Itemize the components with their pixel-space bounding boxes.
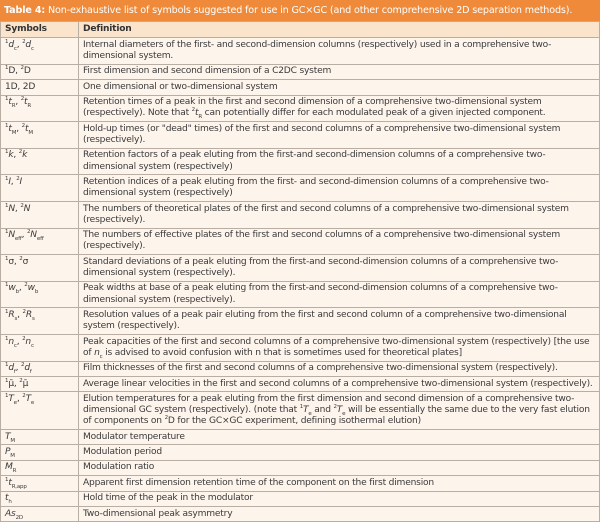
text-segment: ,	[15, 97, 21, 108]
symbol-cell	[1, 122, 79, 149]
definition-cell	[79, 334, 600, 361]
subscript: M	[11, 129, 17, 136]
definition-cell	[79, 255, 600, 282]
subscript: e	[342, 410, 346, 417]
text-segment: Apparent first dimension retention time of the component on the first dimension	[83, 477, 434, 488]
superscript: 1	[5, 65, 9, 72]
text-segment: ,	[16, 393, 23, 404]
symbol-base: n	[25, 336, 31, 347]
text-segment: First dimension and second dimension of a C2DC system	[83, 66, 332, 77]
text-segment: and	[311, 405, 334, 416]
math-symbol	[5, 447, 15, 457]
math-symbol	[20, 204, 30, 214]
text-segment: Hold-up times (or "dead" times) of the first and second columns of a comprehensive two-dimensional system (respectively).	[83, 123, 561, 145]
math-symbol	[5, 493, 12, 506]
text-segment: ,	[17, 309, 23, 320]
symbol-base: w	[27, 283, 35, 294]
table-header-row	[1, 22, 600, 38]
superscript: 1	[5, 377, 9, 384]
superscript: 1	[5, 335, 9, 342]
table-row	[1, 460, 600, 475]
definition-cell	[79, 308, 600, 335]
symbol-cell	[1, 460, 79, 475]
definition-cell	[79, 476, 600, 491]
text-segment: Standard deviations of a peak eluting from the first-and second-dimension columns of a comprehensive two-dimensional system (respectively).	[83, 256, 559, 278]
text-segment: Retention indices of a peak eluting from the first- and second-dimension columns of a comprehensive two-dimensional system (respectively)	[83, 176, 549, 199]
symbol-cell	[1, 64, 79, 79]
symbol-cell	[1, 361, 79, 376]
symbol-cell	[1, 392, 79, 430]
symbols-table	[0, 21, 600, 522]
superscript: 2	[21, 362, 25, 369]
math-symbol	[22, 40, 34, 50]
symbol-base: N	[8, 203, 15, 214]
superscript: 1	[5, 308, 9, 315]
math-symbol	[19, 257, 28, 267]
subscript: e	[13, 399, 17, 406]
symbol-base: σ	[22, 256, 29, 267]
math-symbol	[5, 363, 16, 373]
math-symbol	[22, 394, 34, 404]
superscript: 1	[5, 392, 9, 399]
symbol-base: R	[8, 309, 15, 320]
definition-cell	[79, 148, 600, 175]
text-segment: ,	[15, 363, 22, 374]
superscript: 2	[16, 175, 20, 182]
math-symbol	[21, 97, 31, 107]
math-symbol	[165, 416, 175, 426]
text-segment: Film thicknesses of the first and second columns of a comprehensive two-dimensional system (respectively).	[83, 363, 558, 374]
definition-cell	[79, 460, 600, 475]
subscript: f	[13, 368, 16, 375]
symbol-cell	[1, 175, 79, 202]
subscript: b	[34, 289, 39, 296]
text-segment: Resolution values of a peak pair eluting from the first and second column of a comprehensive two-dimensional system (respectively).	[83, 309, 567, 332]
subscript: R	[198, 114, 202, 121]
math-symbol	[5, 282, 19, 296]
math-symbol	[23, 310, 35, 320]
text-segment: 1D, 2D	[5, 81, 36, 92]
text-segment: Hold time of the peak in the modulator	[83, 493, 253, 504]
header-definition: Definition	[79, 22, 600, 38]
table-row	[1, 507, 600, 522]
symbol-cell	[1, 334, 79, 361]
table-row	[1, 175, 600, 202]
table-row	[1, 201, 600, 228]
subscript: s	[14, 315, 18, 322]
symbol-base: μ̄	[22, 378, 29, 389]
symbol-base: T	[25, 393, 31, 404]
definition-cell	[79, 175, 600, 202]
symbol-base: d	[24, 363, 30, 374]
symbol-cell	[1, 95, 79, 122]
table-caption-text: Non-exhaustive list of symbols suggested for use in GC×GC (and other comprehensive 2D separation methods).	[45, 5, 573, 16]
symbol-cell	[1, 491, 79, 506]
symbol-base: t	[24, 123, 29, 134]
definition-cell	[79, 361, 600, 376]
symbol-cell	[1, 430, 79, 445]
symbol-base: T	[336, 405, 343, 416]
symbol-base: As	[5, 508, 16, 519]
symbol-base: t	[5, 493, 9, 504]
table-row	[1, 445, 600, 460]
symbol-base: T	[8, 393, 14, 404]
math-symbol	[5, 478, 27, 488]
symbol-cell	[1, 228, 79, 255]
math-symbol	[191, 107, 202, 121]
superscript: 1	[299, 404, 304, 411]
subscript: R	[11, 102, 16, 109]
symbol-base: D	[23, 66, 31, 77]
table-number: Table 4:	[4, 5, 46, 16]
symbol-base: I	[8, 176, 11, 187]
text-segment: Peak capacities of the first and second columns of a comprehensive two-dimensional system (respectively) [the use of	[83, 336, 590, 358]
symbol-base: N	[8, 230, 15, 241]
superscript: 1	[5, 149, 9, 156]
subscript: e	[308, 410, 312, 417]
subscript: 2D	[15, 514, 23, 521]
symbol-cell	[1, 476, 79, 491]
definition-cell	[79, 228, 600, 255]
definition-cell	[79, 392, 600, 430]
symbol-base: T	[5, 431, 11, 442]
text-segment: ,	[21, 230, 27, 241]
text-segment: ,	[18, 283, 25, 294]
superscript: 2	[22, 38, 26, 45]
symbol-base: n	[8, 336, 14, 347]
math-symbol	[5, 230, 22, 240]
text-segment: will be essentially the same due to the very fast elution of components on	[83, 405, 590, 427]
text-segment: One dimensional or two-dimensional system	[83, 81, 278, 92]
text-segment: Two-dimensional peak asymmetry	[83, 508, 233, 519]
symbol-base: t	[24, 97, 28, 108]
subscript: s	[31, 315, 35, 322]
table-caption	[0, 0, 600, 21]
superscript: 1	[5, 362, 9, 369]
definition-cell	[79, 122, 600, 149]
subscript: c	[31, 45, 34, 52]
symbol-cell	[1, 308, 79, 335]
text-segment: Average linear velocities in the first and second columns of a comprehensive two-dimensional system (respectively).	[83, 378, 593, 389]
text-segment: ,	[13, 150, 19, 161]
subscript: c	[13, 45, 17, 52]
superscript: 1	[5, 122, 9, 129]
text-segment: ,	[10, 176, 17, 187]
text-segment: Retention factors of a peak eluting from the first-and second-dimension columns of a comprehensive two-dimensional system (respectively)	[83, 150, 546, 172]
superscript: 2	[22, 335, 26, 342]
symbol-base: μ̄	[8, 378, 14, 389]
definition-cell	[79, 64, 600, 79]
math-symbol	[16, 177, 22, 187]
superscript: 2	[18, 149, 23, 156]
subscript: b	[15, 289, 19, 296]
superscript: 1	[5, 282, 9, 289]
table-row	[1, 148, 600, 175]
symbol-base: d	[25, 39, 31, 50]
symbol-base: k	[22, 150, 28, 161]
subscript: R,app	[11, 483, 27, 490]
table-row	[1, 281, 600, 308]
table-row	[1, 38, 600, 65]
text-segment: ,	[16, 39, 23, 50]
math-symbol	[21, 66, 31, 76]
symbol-cell	[1, 376, 79, 391]
subscript: f	[29, 368, 32, 375]
text-segment: The numbers of effective plates of the first and second columns of a comprehensive two-dimensional system (respectively).	[83, 230, 561, 252]
symbol-cell	[1, 507, 79, 522]
superscript: 2	[164, 415, 168, 422]
math-symbol	[27, 230, 44, 240]
subscript: c	[31, 342, 34, 349]
symbol-base: d	[8, 363, 14, 374]
subscript: M	[10, 452, 15, 459]
subscript: M	[10, 437, 15, 444]
superscript: 2	[22, 308, 26, 315]
symbol-base: d	[8, 39, 14, 50]
table-row	[1, 491, 600, 506]
symbol-base: N	[30, 230, 37, 241]
math-symbol	[22, 337, 34, 347]
math-symbol	[5, 310, 17, 320]
header-symbols: Symbols	[1, 22, 79, 38]
symbol-base: R	[25, 309, 32, 320]
symbol-cell	[1, 80, 79, 95]
subscript: M	[28, 129, 33, 136]
superscript: 2	[26, 229, 31, 236]
superscript: 1	[5, 229, 9, 236]
text-segment: The numbers of theoretical plates of the first and second columns of a comprehensive two-dimensional system (respectively).	[83, 203, 569, 225]
definition-cell	[79, 201, 600, 228]
symbol-base: T	[303, 405, 309, 416]
definition-cell	[79, 80, 600, 95]
table-row	[1, 228, 600, 255]
symbol-base: σ	[8, 256, 14, 267]
subscript: h	[8, 499, 12, 506]
text-segment: ,	[13, 256, 20, 267]
text-segment: Modulation period	[83, 447, 162, 458]
text-segment: ,	[14, 203, 21, 214]
text-segment: Peak widths at base of a peak eluting from the first-and second-dimension columns of a comprehensive two-dimensional system (respectively).	[83, 283, 558, 305]
text-segment: ,	[15, 66, 21, 77]
superscript: 1	[5, 476, 9, 483]
text-segment: for the GC×GC experiment, defining isothermal elution)	[174, 416, 421, 427]
subscript: R	[12, 468, 17, 475]
table-row	[1, 64, 600, 79]
table-row	[1, 308, 600, 335]
symbol-base: t	[8, 97, 12, 108]
table-row	[1, 122, 600, 149]
definition-cell	[79, 491, 600, 506]
superscript: 2	[22, 392, 26, 399]
text-segment: Internal diameters of the first- and second-dimension columns (respectively) used in a comprehensive two-dimensional system.	[83, 39, 552, 61]
math-symbol	[5, 66, 15, 76]
math-symbol	[300, 405, 312, 415]
symbol-base: N	[23, 203, 31, 214]
table-row	[1, 255, 600, 282]
superscript: 1	[5, 38, 9, 45]
subscript: c	[13, 342, 17, 349]
superscript: 2	[24, 282, 28, 289]
symbol-base: P	[5, 447, 11, 458]
math-symbol	[5, 204, 15, 214]
math-symbol	[5, 432, 15, 442]
symbol-cell	[1, 281, 79, 308]
table-row	[1, 430, 600, 445]
table-row	[1, 95, 600, 122]
superscript: 1	[5, 255, 9, 262]
symbol-base: t	[8, 123, 12, 134]
subscript: R	[27, 102, 32, 109]
subscript: e	[30, 399, 35, 406]
table-row	[1, 361, 600, 376]
math-symbol	[5, 394, 17, 404]
math-symbol	[5, 337, 17, 347]
math-symbol	[5, 257, 14, 267]
math-symbol	[5, 462, 17, 475]
math-symbol	[19, 150, 27, 160]
symbol-base: M	[5, 462, 13, 473]
symbol-base: D	[8, 66, 16, 77]
math-symbol	[21, 363, 32, 373]
math-symbol	[19, 379, 28, 389]
definition-cell	[79, 281, 600, 308]
definition-cell	[79, 445, 600, 460]
math-symbol	[5, 124, 16, 134]
superscript: 2	[19, 255, 23, 262]
table-row	[1, 334, 600, 361]
superscript: 2	[21, 122, 25, 129]
text-segment: Retention times of a peak in the first and second dimension of a comprehensive two-dimensional system (respectively). Note that	[83, 97, 542, 119]
symbol-cell	[1, 148, 79, 175]
text-segment: ,	[16, 123, 22, 134]
superscript: 2	[191, 107, 195, 114]
math-symbol	[5, 379, 14, 389]
superscript: 1	[5, 202, 9, 209]
symbol-base: w	[8, 283, 16, 294]
table-row	[1, 80, 600, 95]
definition-cell	[79, 376, 600, 391]
symbol-base: n	[94, 347, 100, 358]
superscript: 1	[5, 96, 9, 103]
text-segment: ,	[13, 378, 20, 389]
table-row	[1, 476, 600, 491]
symbol-cell	[1, 255, 79, 282]
math-symbol	[5, 97, 15, 107]
text-segment: Modulator temperature	[83, 431, 185, 442]
superscript: 2	[333, 404, 337, 411]
math-symbol	[24, 282, 39, 296]
superscript: 2	[20, 202, 24, 209]
text-segment: Elution temperatures for a peak eluting from the first dimension and second dimension of a comprehensive two-dimensional GC system (respectively). (note that	[83, 393, 575, 416]
math-symbol	[333, 405, 345, 415]
text-segment: Modulation ratio	[83, 462, 155, 473]
superscript: 2	[19, 377, 23, 384]
text-segment: is advised to avoid confusion with n that is sometimes used for theoretical plates]	[102, 347, 462, 358]
definition-cell	[79, 430, 600, 445]
symbol-base: t	[194, 108, 199, 119]
symbol-base: t	[8, 477, 12, 488]
math-symbol	[5, 509, 23, 519]
symbol-base: I	[19, 176, 22, 187]
symbol-cell	[1, 38, 79, 65]
math-symbol	[22, 124, 33, 134]
symbol-base: D	[167, 416, 175, 427]
symbol-base: k	[8, 150, 14, 161]
definition-cell	[79, 95, 600, 122]
subscript: eff	[14, 235, 22, 242]
definition-cell	[79, 507, 600, 522]
definition-cell	[79, 38, 600, 65]
subscript: eff	[36, 235, 44, 242]
symbol-cell	[1, 445, 79, 460]
text-segment: can potentially differ for each modulated peak of a given injected component.	[201, 108, 546, 119]
subscript: c	[99, 353, 103, 360]
math-symbol	[5, 40, 17, 50]
superscript: 2	[20, 65, 24, 72]
superscript: 1	[5, 175, 9, 182]
text-segment: ,	[16, 336, 23, 347]
superscript: 2	[20, 96, 25, 103]
symbol-cell	[1, 201, 79, 228]
table-row	[1, 392, 600, 430]
table-row	[1, 376, 600, 391]
